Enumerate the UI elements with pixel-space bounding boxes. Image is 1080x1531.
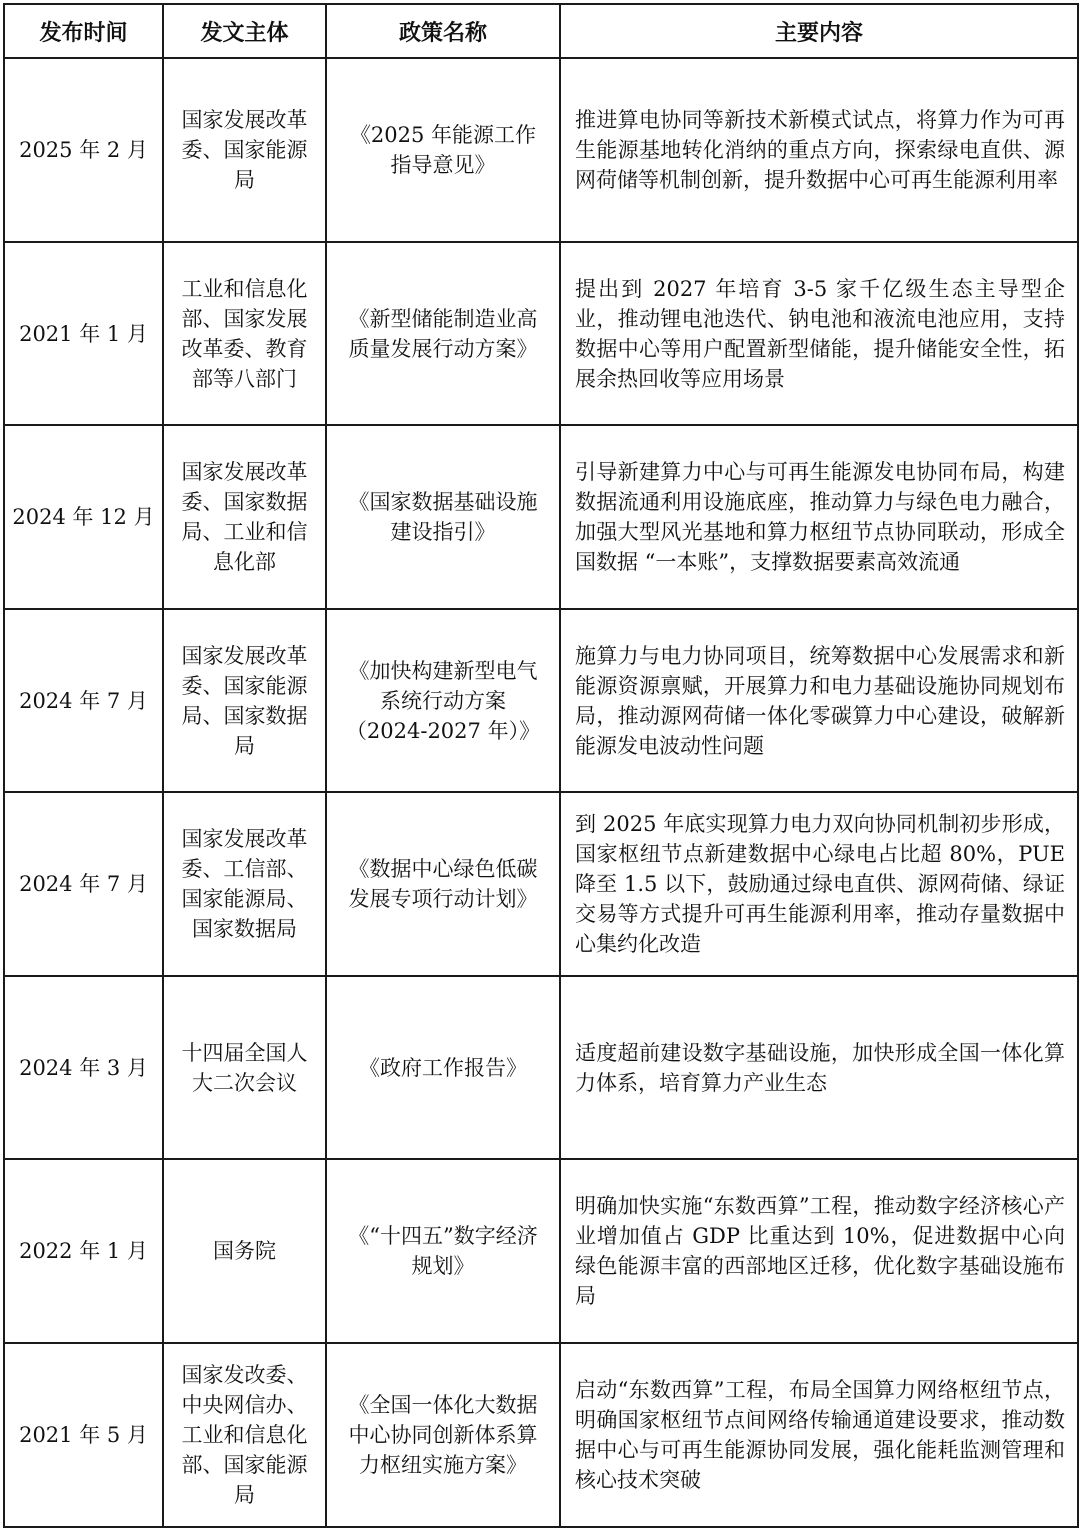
cell-issuer: 国家发改委、中央网信办、工业和信息化部、国家能源局 [163, 1343, 326, 1527]
cell-content: 明确加快实施“东数西算”工程，推动数字经济核心产业增加值占 GDP 比重达到 10%，促进数据中心向绿色能源丰富的西部地区迁移，优化数字基础设施布局 [560, 1159, 1078, 1343]
cell-date: 2021 年 5 月 [4, 1343, 163, 1527]
cell-content: 引导新建算力中心与可再生能源发电协同布局，构建数据流通利用设施底座，推动算力与绿色电力融合，加强大型风光基地和算力枢纽节点协同联动，形成全国数据 “一本账”，支撑数据要素高效流通 [560, 425, 1078, 609]
cell-content: 适度超前建设数字基础设施，加快形成全国一体化算力体系，培育算力产业生态 [560, 976, 1078, 1159]
cell-issuer: 国家发展改革委、工信部、国家能源局、国家数据局 [163, 792, 326, 976]
cell-issuer: 十四届全国人大二次会议 [163, 976, 326, 1159]
cell-issuer: 国家发展改革委、国家能源局、国家数据局 [163, 609, 326, 792]
cell-date: 2021 年 1 月 [4, 242, 163, 425]
table-row [4, 58, 1078, 242]
cell-date: 2024 年 12 月 [4, 425, 163, 609]
cell-policy: 《政府工作报告》 [326, 976, 560, 1159]
cell-policy: 《全国一体化大数据中心协同创新体系算力枢纽实施方案》 [326, 1343, 560, 1527]
policy-table [3, 3, 1079, 1528]
header-policy: 政策名称 [326, 4, 560, 58]
cell-content: 到 2025 年底实现算力电力双向协同机制初步形成，国家枢纽节点新建数据中心绿电占比超 80%，PUE 降至 1.5 以下，鼓励通过绿电直供、源网荷储、绿证交易等方式提升可再生能源利用率，推动存量数据中心集约化改造 [560, 792, 1078, 976]
cell-issuer: 国家发展改革委、国家数据局、工业和信息化部 [163, 425, 326, 609]
table-header-row [4, 4, 1078, 58]
cell-issuer: 工业和信息化部、国家发展改革委、教育部等八部门 [163, 242, 326, 425]
cell-content: 施算力与电力协同项目，统筹数据中心发展需求和新能源资源禀赋，开展算力和电力基础设施协同规划布局，推动源网荷储一体化零碳算力中心建设，破解新能源发电波动性问题 [560, 609, 1078, 792]
cell-policy: 《数据中心绿色低碳发展专项行动计划》 [326, 792, 560, 976]
cell-date: 2024 年 3 月 [4, 976, 163, 1159]
cell-content: 推进算电协同等新技术新模式试点，将算力作为可再生能源基地转化消纳的重点方向，探索绿电直供、源网荷储等机制创新，提升数据中心可再生能源利用率 [560, 58, 1078, 242]
table-row [4, 425, 1078, 609]
table-row [4, 1159, 1078, 1343]
cell-policy: 《加快构建新型电气系统行动方案（2024-2027 年）》 [326, 609, 560, 792]
cell-content: 启动“东数西算”工程，布局全国算力网络枢纽节点，明确国家枢纽节点间网络传输通道建设要求，推动数据中心与可再生能源协同发展，强化能耗监测管理和核心技术突破 [560, 1343, 1078, 1527]
cell-date: 2024 年 7 月 [4, 609, 163, 792]
cell-date: 2025 年 2 月 [4, 58, 163, 242]
table-row [4, 1343, 1078, 1527]
header-content: 主要内容 [560, 4, 1078, 58]
table-row [4, 792, 1078, 976]
cell-content: 提出到 2027 年培育 3-5 家千亿级生态主导型企业，推动锂电池迭代、钠电池和液流电池应用，支持数据中心等用户配置新型储能，提升储能安全性，拓展余热回收等应用场景 [560, 242, 1078, 425]
cell-policy: 《“十四五”数字经济规划》 [326, 1159, 560, 1343]
table-row [4, 609, 1078, 792]
cell-issuer: 国务院 [163, 1159, 326, 1343]
table-row [4, 242, 1078, 425]
cell-policy: 《2025 年能源工作指导意见》 [326, 58, 560, 242]
cell-date: 2024 年 7 月 [4, 792, 163, 976]
header-date: 发布时间 [4, 4, 163, 58]
cell-policy: 《国家数据基础设施建设指引》 [326, 425, 560, 609]
header-issuer: 发文主体 [163, 4, 326, 58]
cell-policy: 《新型储能制造业高质量发展行动方案》 [326, 242, 560, 425]
table-row [4, 976, 1078, 1159]
cell-date: 2022 年 1 月 [4, 1159, 163, 1343]
cell-issuer: 国家发展改革委、国家能源局 [163, 58, 326, 242]
